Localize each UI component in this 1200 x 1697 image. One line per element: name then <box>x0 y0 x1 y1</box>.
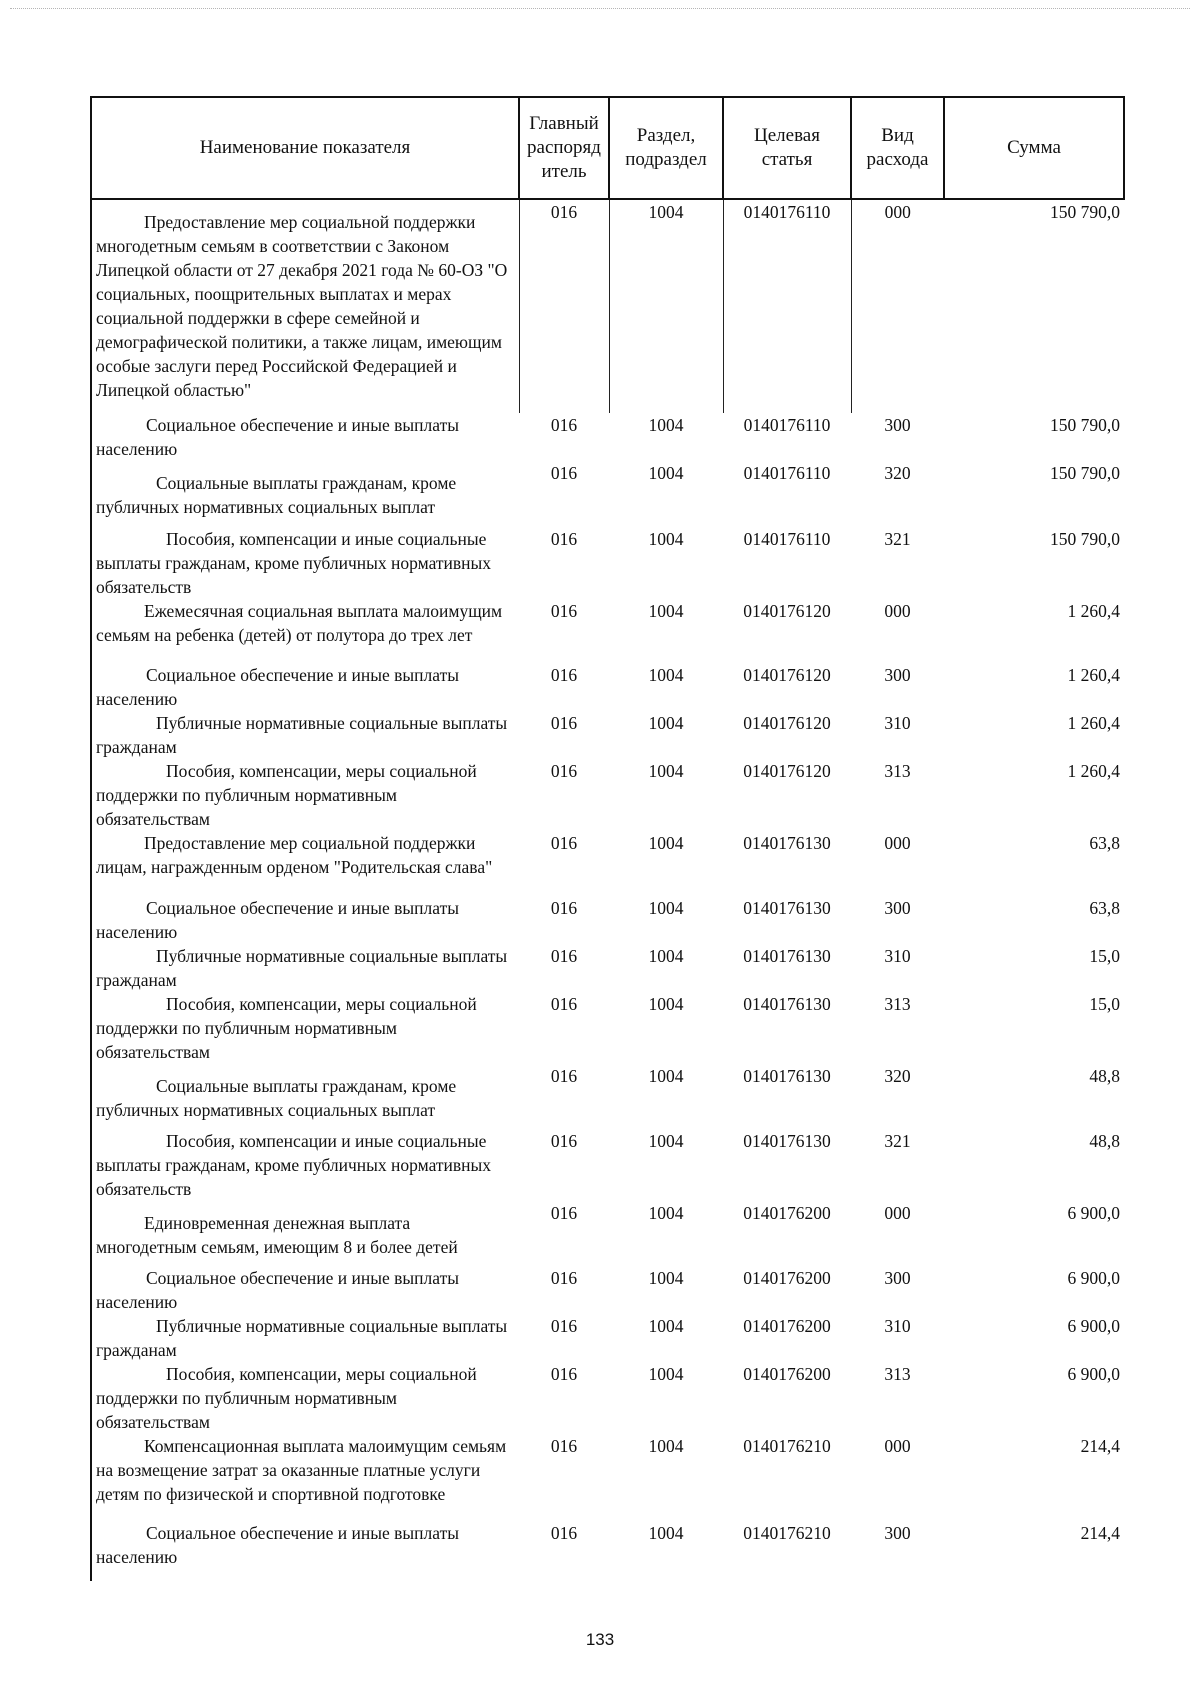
cell-gr <box>519 413 609 461</box>
cell-gr-text: 016 <box>550 415 578 435</box>
cell-gr <box>519 759 609 831</box>
cell-sum <box>944 1314 1124 1362</box>
cell-target-text: 0140176130 <box>743 898 831 918</box>
cell-section-text: 1004 <box>648 529 684 549</box>
cell-target-text: 0140176110 <box>743 415 831 435</box>
cell-name <box>91 1064 519 1129</box>
cell-gr-text: 016 <box>550 1436 578 1456</box>
cell-gr-text: 016 <box>550 761 578 781</box>
cell-section <box>609 199 723 413</box>
cell-sum-text: 150 790,0 <box>1050 463 1120 483</box>
table-row <box>91 992 1124 1064</box>
cell-section-text: 1004 <box>648 898 684 918</box>
cell-gr-text: 016 <box>550 713 578 733</box>
cell-target <box>723 1521 851 1581</box>
cell-section-text: 1004 <box>648 202 684 222</box>
table-row <box>91 599 1124 663</box>
cell-name <box>91 1129 519 1201</box>
cell-sum <box>944 199 1124 413</box>
cell-vid-text: 000 <box>884 601 911 621</box>
cell-name <box>91 992 519 1064</box>
cell-name <box>91 461 519 527</box>
cell-vid <box>851 1434 944 1521</box>
cell-gr-text: 016 <box>550 1131 578 1151</box>
cell-section-text: 1004 <box>648 713 684 733</box>
cell-sum-text: 6 900,0 <box>1067 1268 1120 1288</box>
table-row <box>91 1129 1124 1201</box>
cell-gr <box>519 831 609 896</box>
cell-vid <box>851 1201 944 1266</box>
cell-section-text: 1004 <box>648 1364 684 1384</box>
cell-sum-text: 150 790,0 <box>1050 529 1120 549</box>
cell-sum-text: 150 790,0 <box>1050 202 1120 222</box>
cell-target <box>723 992 851 1064</box>
cell-gr-text: 016 <box>550 1268 578 1288</box>
cell-gr <box>519 992 609 1064</box>
cell-section-text: 1004 <box>648 833 684 853</box>
cell-sum-text: 6 900,0 <box>1067 1316 1120 1336</box>
cell-name <box>91 1362 519 1434</box>
cell-vid-text: 300 <box>884 1523 911 1543</box>
cell-gr <box>519 1362 609 1434</box>
cell-section <box>609 1362 723 1434</box>
cell-target-text: 0140176120 <box>743 665 831 685</box>
cell-name-text: Социальное обеспечение и иные выплаты населению <box>96 665 460 709</box>
table-row <box>91 759 1124 831</box>
cell-name <box>91 896 519 944</box>
cell-vid <box>851 1362 944 1434</box>
cell-name <box>91 1201 519 1266</box>
cell-vid <box>851 944 944 992</box>
cell-vid <box>851 1064 944 1129</box>
cell-section-text: 1004 <box>648 1523 684 1543</box>
cell-target-text: 0140176130 <box>743 1066 831 1086</box>
cell-vid <box>851 1521 944 1581</box>
cell-sum <box>944 1521 1124 1581</box>
cell-section <box>609 1521 723 1581</box>
cell-vid <box>851 461 944 527</box>
cell-target <box>723 1434 851 1521</box>
cell-target-text: 0140176130 <box>743 1131 831 1151</box>
cell-sum <box>944 831 1124 896</box>
table-row <box>91 199 1124 413</box>
cell-section <box>609 1129 723 1201</box>
cell-vid-text: 310 <box>884 1316 911 1336</box>
cell-name-text: Компенсационная выплата малоимущим семьям на возмещение затрат за оказанные платные услуги детям по физической и спортивной подготовке <box>96 1436 507 1504</box>
cell-name <box>91 413 519 461</box>
cell-sum <box>944 527 1124 599</box>
cell-section <box>609 1266 723 1314</box>
cell-sum <box>944 663 1124 711</box>
cell-gr <box>519 599 609 663</box>
cell-sum <box>944 599 1124 663</box>
cell-gr <box>519 1064 609 1129</box>
cell-name <box>91 759 519 831</box>
cell-vid <box>851 1314 944 1362</box>
cell-vid-text: 000 <box>884 202 911 222</box>
cell-vid-text: 320 <box>884 1066 911 1086</box>
cell-gr-text: 016 <box>550 202 578 222</box>
cell-target-text: 0140176120 <box>743 601 831 621</box>
cell-gr-text: 016 <box>550 1364 578 1384</box>
cell-section <box>609 1201 723 1266</box>
cell-vid <box>851 759 944 831</box>
cell-name-text: Пособия, компенсации и иные социальные выплаты гражданам, кроме публичных нормативных обязательств <box>96 1131 492 1199</box>
cell-target <box>723 1314 851 1362</box>
cell-vid <box>851 831 944 896</box>
cell-target <box>723 1266 851 1314</box>
cell-vid <box>851 599 944 663</box>
cell-vid-text: 300 <box>884 1268 911 1288</box>
cell-sum <box>944 413 1124 461</box>
cell-name-text: Социальное обеспечение и иные выплаты населению <box>96 415 460 459</box>
cell-gr <box>519 1314 609 1362</box>
cell-vid-text: 300 <box>884 665 911 685</box>
cell-target <box>723 1362 851 1434</box>
cell-section-text: 1004 <box>648 601 684 621</box>
cell-vid <box>851 992 944 1064</box>
cell-section <box>609 527 723 599</box>
header-section: Раздел, подраздел <box>609 97 723 199</box>
cell-vid-text: 313 <box>884 1364 911 1384</box>
table-row <box>91 1434 1124 1521</box>
cell-target-text: 0140176210 <box>743 1523 831 1543</box>
cell-sum <box>944 896 1124 944</box>
cell-vid <box>851 413 944 461</box>
cell-vid <box>851 199 944 413</box>
cell-gr-text: 016 <box>550 833 578 853</box>
cell-sum-text: 48,8 <box>1089 1066 1120 1086</box>
cell-sum-text: 6 900,0 <box>1067 1364 1120 1384</box>
table-body <box>91 199 1124 1581</box>
cell-target-text: 0140176110 <box>743 529 831 549</box>
cell-gr <box>519 711 609 759</box>
cell-gr-text: 016 <box>550 994 578 1014</box>
cell-sum <box>944 711 1124 759</box>
cell-section <box>609 992 723 1064</box>
cell-section-text: 1004 <box>648 761 684 781</box>
cell-name-text: Публичные нормативные социальные выплаты гражданам <box>96 946 508 990</box>
header-name: Наименование показателя <box>91 97 519 199</box>
cell-target-text: 0140176110 <box>743 202 831 222</box>
cell-target <box>723 599 851 663</box>
table-row <box>91 461 1124 527</box>
cell-name-text: Пособия, компенсации, меры социальной поддержки по публичным нормативным обязательствам <box>96 994 477 1062</box>
cell-gr <box>519 944 609 992</box>
cell-gr <box>519 461 609 527</box>
cell-vid <box>851 1266 944 1314</box>
header-gr: Главный распоряд итель <box>519 97 609 199</box>
cell-name-text: Предоставление мер социальной поддержки многодетным семьям в соответствии с Законом Липецкой области от 27 декабря 2021 года № 60-ОЗ "О социальных, поощрительных выплатах и мерах социальной поддержки в сфере семейной и демографической политики, а также лицам, имеющим особые заслуги перед Российской Федерацией и Липецкой областью" <box>96 212 508 400</box>
cell-section <box>609 461 723 527</box>
cell-name <box>91 944 519 992</box>
cell-name-text: Социальные выплаты гражданам, кроме публичных нормативных социальных выплат <box>96 473 457 517</box>
cell-target <box>723 1129 851 1201</box>
cell-target-text: 0140176110 <box>743 463 831 483</box>
cell-vid <box>851 1129 944 1201</box>
cell-target <box>723 1064 851 1129</box>
cell-sum-text: 15,0 <box>1089 994 1120 1014</box>
cell-gr-text: 016 <box>550 1523 578 1543</box>
cell-sum-text: 15,0 <box>1089 946 1120 966</box>
budget-table <box>90 96 1125 1581</box>
cell-section-text: 1004 <box>648 1203 684 1223</box>
cell-name <box>91 199 519 413</box>
cell-vid-text: 000 <box>884 833 911 853</box>
cell-name <box>91 1314 519 1362</box>
cell-vid <box>851 663 944 711</box>
cell-sum-text: 150 790,0 <box>1050 415 1120 435</box>
cell-sum <box>944 944 1124 992</box>
header-target: Целевая статья <box>723 97 851 199</box>
table-row <box>91 1201 1124 1266</box>
table-header-row <box>91 97 1124 199</box>
cell-gr <box>519 1521 609 1581</box>
cell-vid-text: 310 <box>884 713 911 733</box>
table-row <box>91 1064 1124 1129</box>
cell-gr <box>519 663 609 711</box>
cell-name <box>91 527 519 599</box>
cell-name <box>91 599 519 663</box>
cell-gr <box>519 1129 609 1201</box>
cell-vid-text: 300 <box>884 898 911 918</box>
cell-vid-text: 313 <box>884 994 911 1014</box>
cell-gr-text: 016 <box>550 946 578 966</box>
cell-target-text: 0140176200 <box>743 1268 831 1288</box>
cell-vid-text: 321 <box>884 1131 911 1151</box>
cell-name-text: Публичные нормативные социальные выплаты гражданам <box>96 1316 508 1360</box>
cell-name-text: Пособия, компенсации и иные социальные выплаты гражданам, кроме публичных нормативных обязательств <box>96 529 492 597</box>
cell-vid <box>851 896 944 944</box>
table-row <box>91 1521 1124 1581</box>
cell-name <box>91 1434 519 1521</box>
cell-gr <box>519 199 609 413</box>
cell-target <box>723 831 851 896</box>
cell-sum <box>944 759 1124 831</box>
cell-sum <box>944 992 1124 1064</box>
cell-name-text: Публичные нормативные социальные выплаты гражданам <box>96 713 508 757</box>
cell-section <box>609 759 723 831</box>
cell-vid-text: 000 <box>884 1203 911 1223</box>
cell-target-text: 0140176200 <box>743 1316 831 1336</box>
cell-section <box>609 1064 723 1129</box>
cell-section-text: 1004 <box>648 1436 684 1456</box>
cell-sum <box>944 1266 1124 1314</box>
cell-sum-text: 1 260,4 <box>1067 761 1120 781</box>
page-number: 133 <box>585 1630 615 1649</box>
cell-target <box>723 461 851 527</box>
cell-section-text: 1004 <box>648 665 684 685</box>
cell-name-text: Социальные выплаты гражданам, кроме публичных нормативных социальных выплат <box>96 1076 457 1120</box>
table-row <box>91 1314 1124 1362</box>
cell-gr <box>519 1201 609 1266</box>
cell-sum-text: 1 260,4 <box>1067 601 1120 621</box>
cell-sum <box>944 1064 1124 1129</box>
cell-sum <box>944 1129 1124 1201</box>
header-vid: Вид расхода <box>851 97 944 199</box>
cell-vid <box>851 527 944 599</box>
cell-sum-text: 1 260,4 <box>1067 713 1120 733</box>
cell-gr-text: 016 <box>550 898 578 918</box>
cell-target <box>723 711 851 759</box>
cell-gr <box>519 527 609 599</box>
table-row <box>91 896 1124 944</box>
cell-gr-text: 016 <box>550 1316 578 1336</box>
cell-name <box>91 711 519 759</box>
cell-sum-text: 6 900,0 <box>1067 1203 1120 1223</box>
cell-sum <box>944 461 1124 527</box>
cell-target-text: 0140176210 <box>743 1436 831 1456</box>
cell-target <box>723 896 851 944</box>
cell-target-text: 0140176130 <box>743 994 831 1014</box>
cell-name-text: Социальное обеспечение и иные выплаты населению <box>96 1268 460 1312</box>
table-row <box>91 527 1124 599</box>
cell-vid <box>851 711 944 759</box>
cell-target <box>723 944 851 992</box>
cell-section <box>609 944 723 992</box>
cell-section <box>609 1314 723 1362</box>
table-row <box>91 1362 1124 1434</box>
cell-section <box>609 413 723 461</box>
cell-sum <box>944 1201 1124 1266</box>
cell-section-text: 1004 <box>648 994 684 1014</box>
cell-gr-text: 016 <box>550 463 578 483</box>
cell-target-text: 0140176120 <box>743 761 831 781</box>
cell-name-text: Единовременная денежная выплата многодетным семьям, имеющим 8 и более детей <box>96 1213 458 1257</box>
cell-name <box>91 831 519 896</box>
cell-name-text: Пособия, компенсации, меры социальной поддержки по публичным нормативным обязательствам <box>96 761 477 829</box>
cell-target-text: 0140176200 <box>743 1364 831 1384</box>
cell-section <box>609 711 723 759</box>
cell-name-text: Ежемесячная социальная выплата малоимущим семьям на ребенка (детей) от полутора до трех лет <box>96 601 503 645</box>
table-row <box>91 1266 1124 1314</box>
cell-vid-text: 321 <box>884 529 911 549</box>
cell-sum-text: 214,4 <box>1080 1436 1120 1456</box>
cell-name-text: Социальное обеспечение и иные выплаты населению <box>96 898 460 942</box>
cell-vid-text: 310 <box>884 946 911 966</box>
header-sum: Сумма <box>944 97 1124 199</box>
cell-sum-text: 214,4 <box>1080 1523 1120 1543</box>
cell-gr-text: 016 <box>550 529 578 549</box>
cell-sum-text: 63,8 <box>1089 833 1120 853</box>
cell-section <box>609 663 723 711</box>
table-row <box>91 944 1124 992</box>
cell-target <box>723 527 851 599</box>
cell-sum-text: 1 260,4 <box>1067 665 1120 685</box>
cell-gr-text: 016 <box>550 601 578 621</box>
cell-vid-text: 000 <box>884 1436 911 1456</box>
cell-gr-text: 016 <box>550 1066 578 1086</box>
cell-name-text: Предоставление мер социальной поддержки лицам, награжденным орденом "Родительская слава" <box>96 833 493 877</box>
cell-name <box>91 1266 519 1314</box>
cell-section-text: 1004 <box>648 1316 684 1336</box>
cell-gr <box>519 1434 609 1521</box>
cell-target-text: 0140176130 <box>743 833 831 853</box>
cell-gr <box>519 1266 609 1314</box>
cell-target-text: 0140176200 <box>743 1203 831 1223</box>
cell-section-text: 1004 <box>648 463 684 483</box>
table-row <box>91 831 1124 896</box>
cell-section <box>609 599 723 663</box>
cell-name-text: Пособия, компенсации, меры социальной поддержки по публичным нормативным обязательствам <box>96 1364 477 1432</box>
cell-target <box>723 663 851 711</box>
cell-sum-text: 48,8 <box>1089 1131 1120 1151</box>
table-row <box>91 413 1124 461</box>
cell-target <box>723 413 851 461</box>
cell-section-text: 1004 <box>648 415 684 435</box>
cell-name-text: Социальное обеспечение и иные выплаты населению <box>96 1523 460 1567</box>
cell-name <box>91 663 519 711</box>
cell-target <box>723 199 851 413</box>
cell-section <box>609 1434 723 1521</box>
cell-gr-text: 016 <box>550 1203 578 1223</box>
scan-top-edge <box>10 8 1190 10</box>
cell-target <box>723 1201 851 1266</box>
cell-section <box>609 896 723 944</box>
cell-section-text: 1004 <box>648 946 684 966</box>
cell-vid-text: 313 <box>884 761 911 781</box>
table-row <box>91 711 1124 759</box>
cell-target <box>723 759 851 831</box>
cell-target-text: 0140176120 <box>743 713 831 733</box>
cell-gr <box>519 896 609 944</box>
cell-section-text: 1004 <box>648 1066 684 1086</box>
table-row <box>91 663 1124 711</box>
cell-name <box>91 1521 519 1581</box>
cell-gr-text: 016 <box>550 665 578 685</box>
cell-section-text: 1004 <box>648 1268 684 1288</box>
cell-sum <box>944 1362 1124 1434</box>
cell-vid-text: 300 <box>884 415 911 435</box>
cell-target-text: 0140176130 <box>743 946 831 966</box>
cell-section <box>609 831 723 896</box>
cell-vid-text: 320 <box>884 463 911 483</box>
cell-section-text: 1004 <box>648 1131 684 1151</box>
cell-sum-text: 63,8 <box>1089 898 1120 918</box>
cell-sum <box>944 1434 1124 1521</box>
